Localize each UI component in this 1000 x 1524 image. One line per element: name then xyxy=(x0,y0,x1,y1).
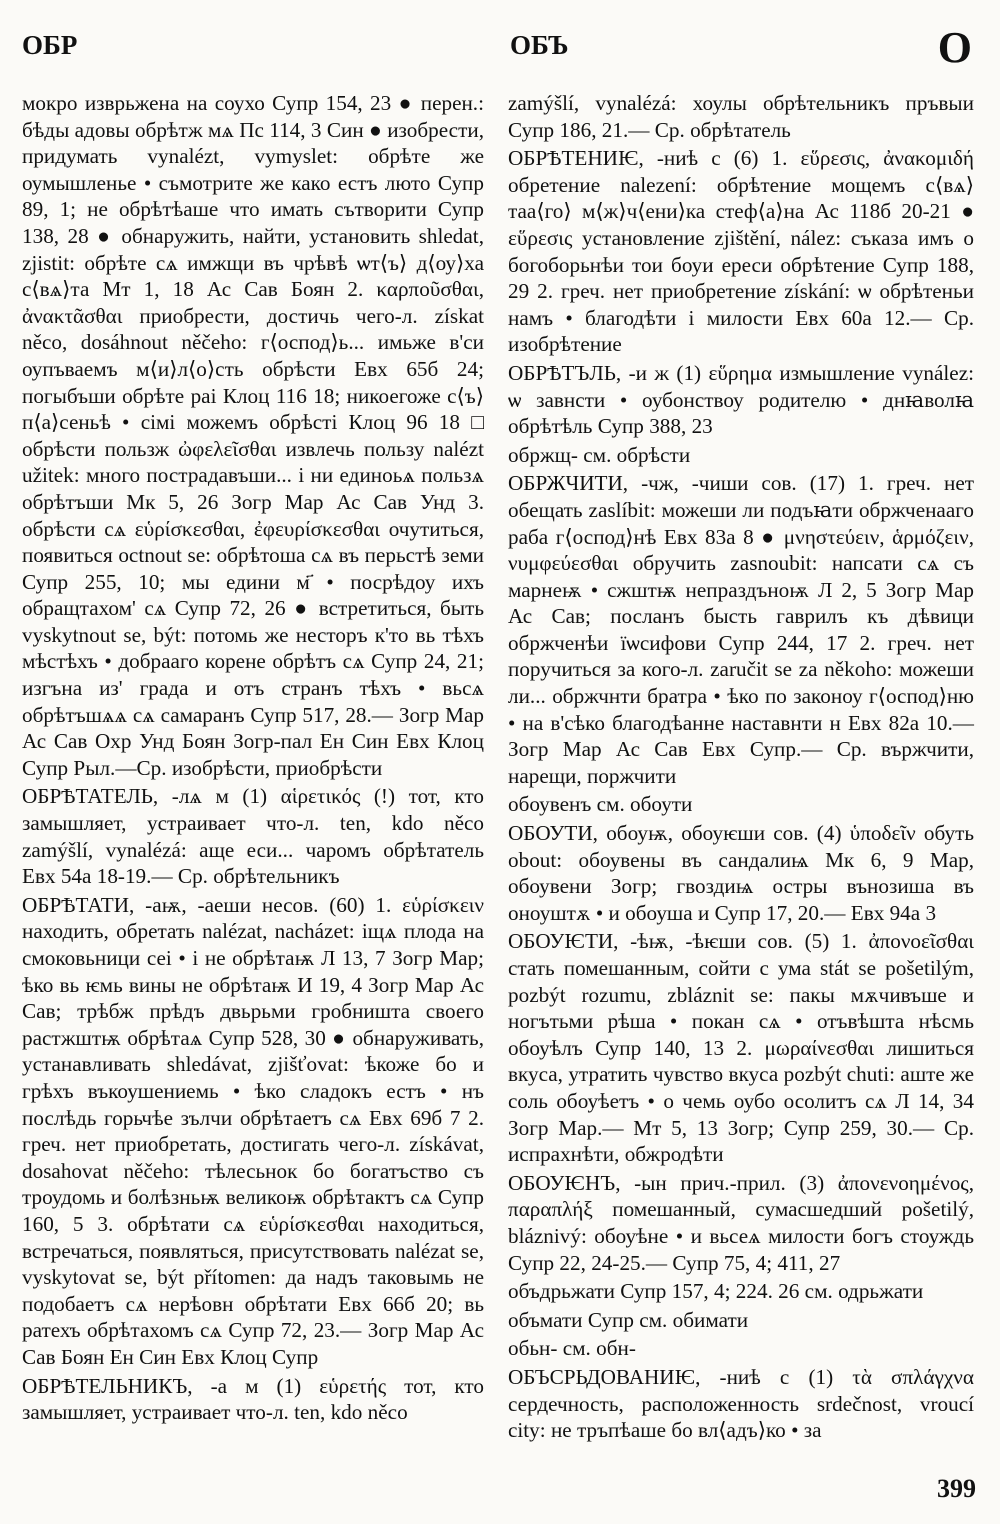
entry-obretelnik: ОБРѢТЕЛЬНИКЪ, -а м (1) εὑρετής тот, кто замышляет, устраивает что-л. ten, kdo něco xyxy=(22,1373,484,1425)
entry-obouyeti: ОБОУѤТИ, -ѣѭ, -ѣѥши сов. (5) 1. ἀπονοεῖσθαι стать помешанным, сойти с ума stát se pošetilým, pozbýt rozumu, zbláznit se: пакы мѫчивъше и ногътьми рѣша • покан сѧ • отъвѣшта нѣсмь обоуѣлъ Супр 140, 13 2. μωραίνεσθαι лишиться вкуса, утратить чувство вкуса pozbýt chuti: аште же соль обоуѣетъ • о чемь оубо осолитъ сѧ Л 14, 34 Зогр Мар.— Мт 5, 13 Зогр; Супр 259, 30.— Ср. испрахнѣти, обжродѣти xyxy=(508,929,974,1167)
entry-obrzhchiti: ОБРЖЧИТИ, -чж, -чиши сов. (17) 1. греч. нет обещать zaslíbit: можеши ли подъꙗти обржченааго раба г⟨оспод⟩нѣ Евх 83а 8 ● μνηστεύειν, ἁρμόζειν, νυμφεύεσθαι обручить zasnoubit: напсати сѧ съ марнеѭ • сжштѭ непраздъноѭ Л 2, 5 Зогр Мар Ас Сав; посланъ бысть гаврилъ къ дѣвици обржченѣи їѡсифови Супр 244, 17 2. греч. нет поручиться за кого-л. zaručit se za někoho: можеши ли... обржчнти братра • ѣко по законоу г⟨оспод⟩ню • на в'сѣко благодѣанне наставнти н Евх 82а 10.— Зогр Мар Ас Сав Евх Супр.— Ср. вържчити, нарещи, поржчити xyxy=(508,471,974,788)
entry-continuation-right: zamýšlí, vynalézá: хоулы обрѣтельникъ пръвыи Супр 186, 21.— Ср. обрѣтатель xyxy=(508,91,974,142)
entry-obretati: ОБРѢТАТИ, -аѭ, -аеши несов. (60) 1. εὑρίσκειν находить, обретать nalézat, nacházet: іщѧ плода на смоковьници сеі • і не обрѣтаѭ Л 13, 7 Зогр Мар; ѣко вь ѥмь вины не обрѣтаѭ И 19, 4 Зогр Мар Ас Сав; трѣбж прѣдъ двьрьми гробништа своего растжштѭ обрѣтаѧ Супр 528, 30 ● обнаруживать, устанавливать shledávat, zjišťovat: ѣкоже бо и грѣхъ въкоушениемь • ѣко сладокъ естъ • нъ послѣдь горьчѣе зълчи обрѣтаетъ сѧ Евх 69б 7 2. греч. нет приобретать, достигать чего-л. získávat, dosahovat něčeho: тѣлесьнок бо богатъство съ троудомь и болѣзньѭ великоѭ обрѣтактъ сѧ Супр 160, 5 3. обрѣтати сѧ εὑρίσκεσθαι находиться, встречаться, появляться, присутствовать nalézat se, vyskytovat se, být přítomen: да надъ таковымь не подобаетъ сѧ нерѣовн обрѣтати Евх 66б 20; вь ратехъ обрѣтахомъ сѧ Супр 72, 23.— Зогр Мар Ас Сав Боян Ен Син Евх Клоц Супр xyxy=(22,892,484,1369)
entry-continuation: мокро изврьжена на соухо Супр 154, 23 ● перен.: бѣды адовы обрѣтж мѧ Пс 114, 3 Син ● изобрести, придумать vynalézt, vymyslet: обрѣте же оумышленье • съмотрите же како естъ люто Супр 89, 1; не обрѣтѣаше что имать сътворити Супр 138, 28 ● обнаружить, найти, установить shledat, zjistit: обрѣте сѧ имжщи въ чрѣвѣ ѡт⟨ъ⟩ д⟨оу⟩ха с⟨вѧ⟩та Мт 1, 18 Ас Сав Боян 2. καρποῦσθαι, ἀνακτᾶσθαι приобрести, достичь чего-л. získat něco, dosáhnout něčeho: г⟨оспод⟩ь... имьже в'си оупъваемъ м⟨и⟩л⟨о⟩сть обрѣсти Евх 65б 24; погыбъши обрѣте раі Клоц 116 18; никоегоже с⟨ъ⟩п⟨а⟩сеньѣ • сімі можемъ обрѣсті Клоц 96 18 □ обрѣсти пользж ὠφελεῖσθαι извлечь пользу nalézt užitek: много пострадавъши... і ни единоьѧ пользѧ обрѣтъши Мк 5, 26 Зогр Мар Ас Сав Унд 3. обрѣсти сѧ εὑρίσκεσθαι, ἐφευρίσκεσθαι очутиться, появиться octnout se: обрѣтоша сѧ въ перьстѣ земи Супр 255, 10; мы едини м҃ • посрѣдоу ихъ обращтахом' сѧ Супр 72, 26 ● встретиться, быть vyskytnout se, být: потомь же несторъ к'то вь тѣхъ мѣстѣхъ • добрааго корене обрѣтъ сѧ Супр 24, 21; изгъна из' града и отъ странъ тѣхъ • вьсѧ обрѣтъшѧѧ сѧ самаранъ Супр 517, 28.— Зогр Мар Ас Сав Охр Унд Боян Зогр-пал Ен Син Евх Клоц Супр Рыл.—Ср. изобрѣсти, приобрѣсти xyxy=(22,91,484,780)
section-letter: О xyxy=(937,23,972,72)
entry-obretel: ОБРѢТЪЛЬ, -и ж (1) εὕρημα измышление vynález: ѡ завнсти • оубонствоу родителю • днꙗволꙗ обрѣтѣль Супр 388, 23 xyxy=(508,360,974,439)
entry-obsrdovanie: ОБЪСРЬДОВАНИѤ, -ниѣ с (1) τὰ σπλάγχνα сердечность, расположенность srdečnost, vroucí city: не тръпѣаше бо вл⟨адъ⟩ко • за xyxy=(508,1364,974,1443)
entry-obretatel: ОБРѢТАТЕЛЬ, -лѧ м (1) αἱρετικός (!) тот, кто замышляет, устраивает что-л. ten, kdo něco zamýšlí, vynalézá: аще еси... чаромъ обрѣтатель Евх 54а 18-19.— Ср. обрѣтельникъ xyxy=(22,784,484,889)
entry-ref-obdrzhati: объдрьжати Супр 157, 4; 224. 26 см. одрьжати xyxy=(508,1279,924,1304)
entry-ref-obrzhsht: обржщ- см. обрѣсти xyxy=(508,442,691,467)
page-number: 399 xyxy=(937,1474,976,1503)
left-column xyxy=(22,90,484,1428)
entry-obouti: ОБОУТИ, обоуѭ, обоуѥши сов. (4) ὑποδεῖν обуть obout: обоувены въ сандалиѩ Мк 6, 9 Мар, обоувени Зогр; гвоздиѩ остры вънозиша въ оноуштѫ • и обоуша и Супр 17, 20.— Евх 94а 3 xyxy=(508,821,974,925)
right-column xyxy=(508,90,974,1446)
entry-obretenie: ОБРѢТЕНИѤ, -ниѣ с (6) 1. εὕρεσις, ἀνακομιδή обретение nalezení: обрѣтение мощемъ с⟨вѧ⟩таа⟨го⟩ м⟨ж⟩ч⟨ени⟩ка стеф⟨а⟩на Ас 118б 20-21 ● εὕρεσις установление zjištění, nález: съказа имъ о богоборьнѣи тои боуи ереси обрѣтение Супр 188, 29 2. греч. нет приобретение získání: ѡ обрѣтеньи намъ • благодѣти і милости Евх 60а 12.— Ср. изобрѣтение xyxy=(508,146,974,357)
entry-ref-obn: обьн- см. обн- xyxy=(508,1336,636,1361)
right-guide-word: ОБЪ xyxy=(510,30,569,60)
entry-obouyen: ОБОУѤНЪ, -ын прич.-прил. (3) ἀπονενοημένος, παραπλήξ помешанный, сумасшедший pošetilý, bláznivý: обоуѣне • и вьсеѧ милости богъ стоуждь Супр 22, 24-25.— Супр 75, 4; 411, 27 xyxy=(508,1170,974,1275)
running-header xyxy=(0,23,1000,72)
entry-ref-obmati: объмати Супр см. обимати xyxy=(508,1307,749,1332)
entry-ref-obouven: обоувенъ см. обоути xyxy=(508,792,693,817)
left-guide-word: ОБР xyxy=(22,30,78,60)
